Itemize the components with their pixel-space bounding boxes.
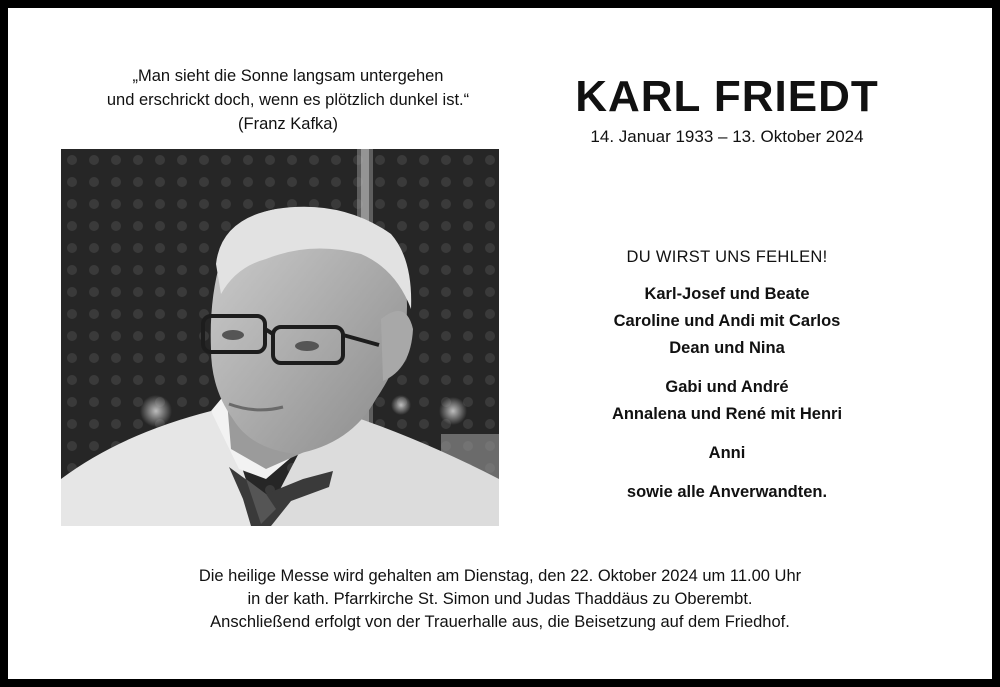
deceased-name: KARL FRIEDT bbox=[575, 72, 879, 121]
obituary-card bbox=[8, 8, 992, 679]
quote-line-2: und erschrickt doch, wenn es plötzlich dunkel ist.“ bbox=[106, 91, 470, 109]
portrait-photo bbox=[61, 149, 499, 526]
mourner-line: Dean und Nina bbox=[669, 339, 785, 357]
service-line-1: Die heilige Messe wird gehalten am Dienstag, den 22. Oktober 2024 um 11.00 Uhr bbox=[198, 567, 802, 585]
mourner-line: Caroline und Andi mit Carlos bbox=[613, 312, 841, 330]
mourners-list bbox=[552, 248, 902, 506]
quote-author: (Franz Kafka) bbox=[238, 115, 338, 133]
mourner-line: sowie alle Anverwandten. bbox=[626, 483, 828, 501]
service-line-3: Anschließend erfolgt von der Trauerhalle aus, die Beisetzung auf dem Friedhof. bbox=[210, 613, 790, 631]
motto-text: DU WIRST UNS FEHLEN! bbox=[626, 248, 828, 266]
service-line-2: in der kath. Pfarrkirche St. Simon und Judas Thaddäus zu Oberembt. bbox=[247, 590, 753, 608]
funeral-service-info bbox=[8, 565, 992, 634]
mourner-line: Anni bbox=[708, 444, 746, 462]
mourner-line: Annalena und René mit Henri bbox=[611, 405, 843, 423]
life-dates: 14. Januar 1933 – 13. Oktober 2024 bbox=[590, 127, 864, 146]
mourner-line: Karl-Josef und Beate bbox=[644, 285, 810, 303]
quote-line-1: „Man sieht die Sonne langsam untergehen bbox=[132, 67, 444, 85]
kafka-quote bbox=[8, 64, 568, 136]
mourner-line: Gabi und André bbox=[665, 378, 789, 396]
